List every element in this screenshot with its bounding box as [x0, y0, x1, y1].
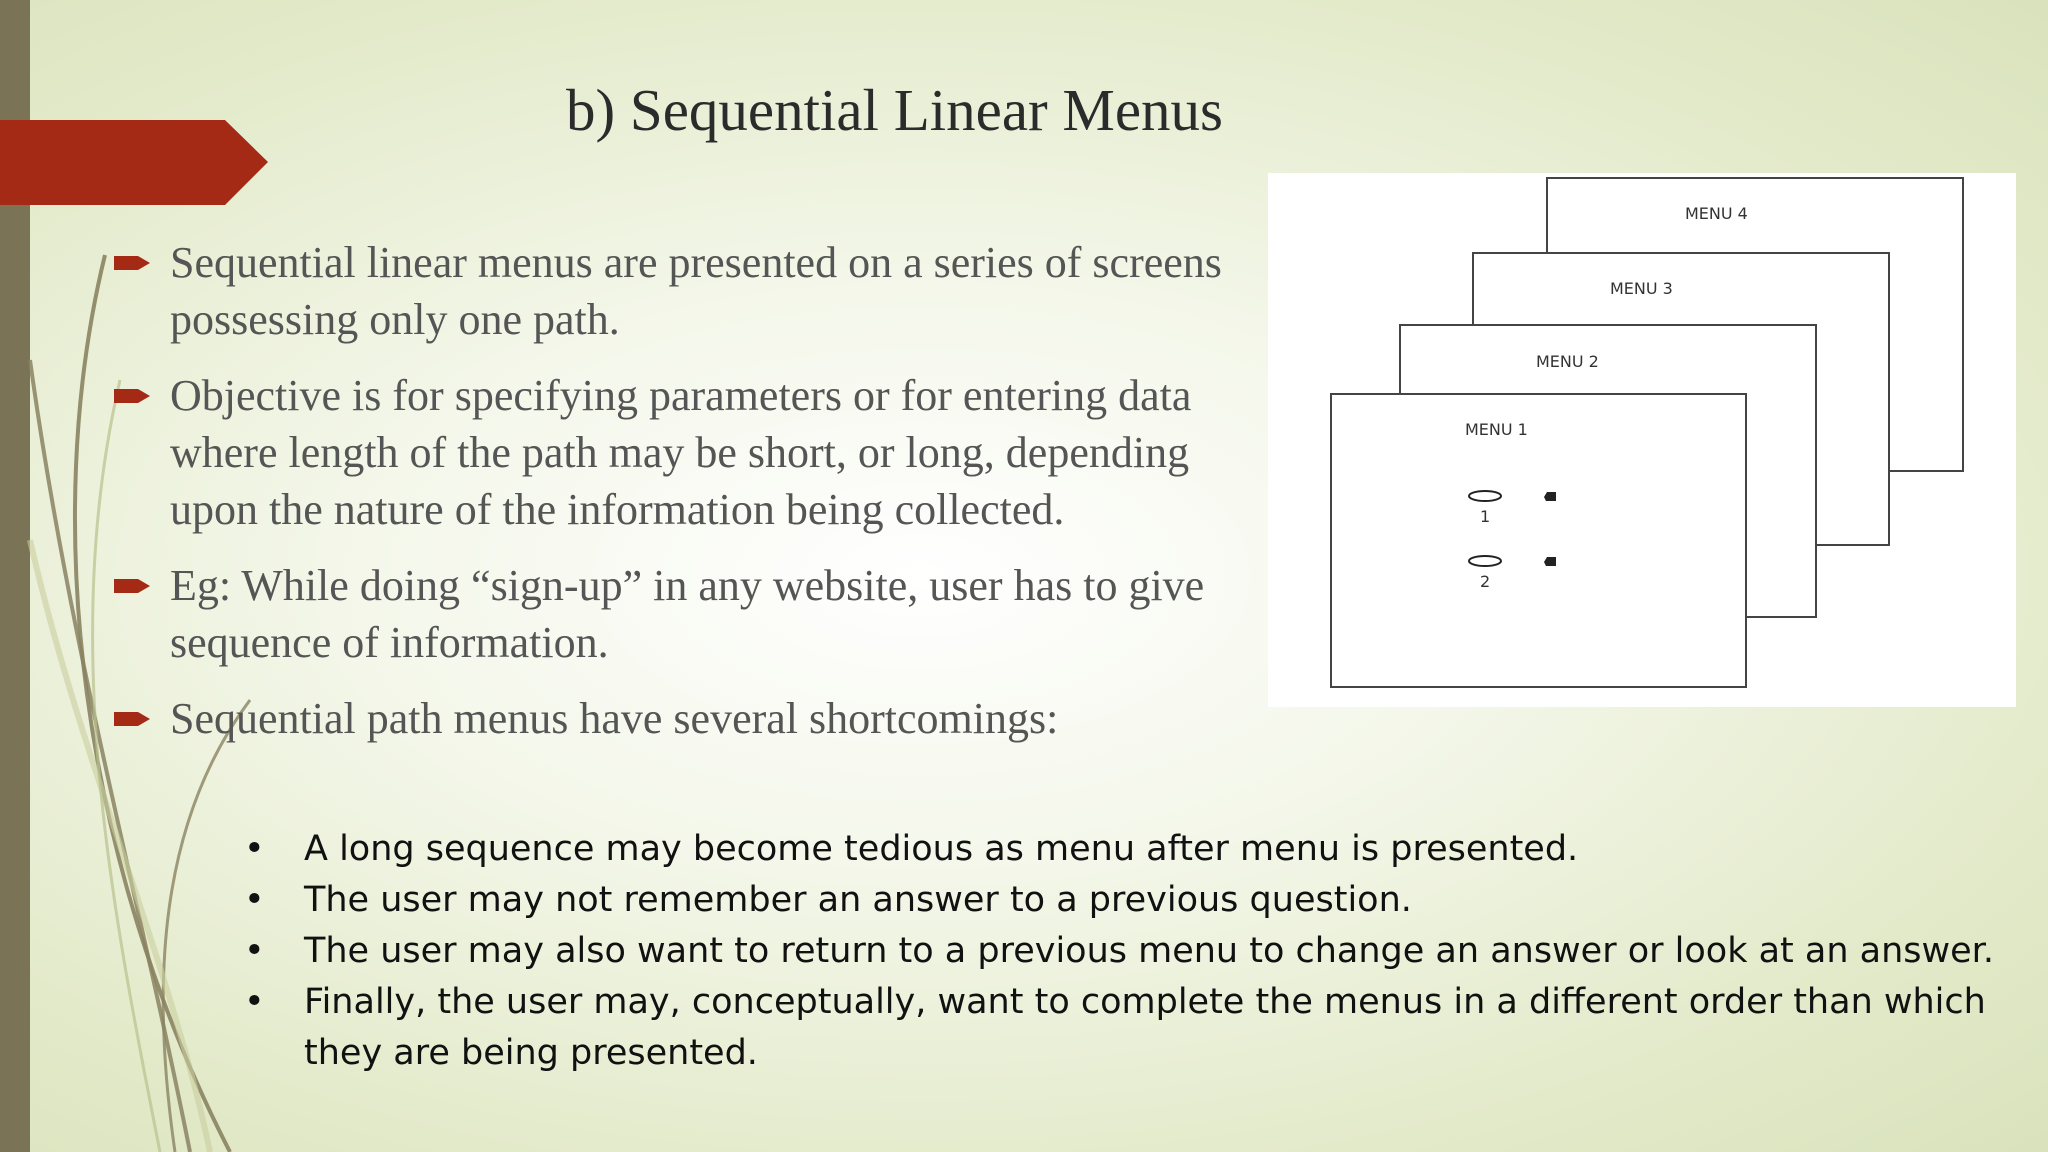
arrow-bullet-icon	[114, 708, 152, 730]
menu-3-label: MENU 3	[1610, 279, 1673, 298]
main-bullet-list	[114, 234, 1274, 766]
option-2-label: 2	[1480, 572, 1491, 591]
dot-bullet-icon: •	[244, 931, 265, 971]
option-1-label: 1	[1480, 507, 1491, 526]
menu-stack-figure	[1268, 173, 2016, 707]
menu-1-label: MENU 1	[1465, 420, 1528, 439]
bullet-text: Sequential path menus have several shortcomings:	[170, 694, 1059, 743]
bullet-item	[114, 367, 1274, 538]
arrow-bullet-icon	[114, 385, 152, 407]
menu-2-label: MENU 2	[1536, 352, 1599, 371]
dot-bullet-icon: •	[244, 982, 265, 1022]
arrow-bullet-icon	[114, 252, 152, 274]
slide-title: b) Sequential Linear Menus	[566, 77, 1224, 143]
dot-bullet-icon: •	[244, 880, 265, 920]
sub-bullet-text: The user may also want to return to a previous menu to change an answer or look at an answer.	[304, 931, 1994, 971]
arrow-bullet-icon	[114, 575, 152, 597]
sub-bullet-item	[240, 977, 2020, 1079]
menu-stack-diagram	[1268, 173, 2016, 707]
sub-bullet-text: Finally, the user may, conceptually, want to complete the menus in a different order than which they are being presented.	[304, 982, 1986, 1073]
menu-1-frame	[1331, 394, 1746, 687]
sub-bullet-text: A long sequence may become tedious as menu after menu is presented.	[304, 829, 1579, 869]
menu-4-label: MENU 4	[1685, 204, 1748, 223]
sub-bullet-item	[240, 824, 2020, 875]
bullet-text: Objective is for specifying parameters or for entering data where length of the path may be short, or long, depending upon the nature of the information being collected.	[170, 371, 1192, 534]
dot-bullet-icon: •	[244, 829, 265, 869]
sub-bullet-text: The user may not remember an answer to a previous question.	[304, 880, 1412, 920]
bullet-item	[114, 234, 1274, 348]
sub-bullet-list	[240, 824, 2020, 1079]
bullet-item	[114, 690, 1274, 747]
sub-bullet-item	[240, 875, 2020, 926]
bullet-text: Sequential linear menus are presented on a series of screens possessing only one path.	[170, 238, 1222, 344]
bullet-item	[114, 557, 1274, 671]
sub-bullet-item	[240, 926, 2020, 977]
title-accent-arrow	[0, 120, 270, 205]
bullet-text: Eg: While doing “sign-up” in any website, user has to give sequence of information.	[170, 561, 1205, 667]
